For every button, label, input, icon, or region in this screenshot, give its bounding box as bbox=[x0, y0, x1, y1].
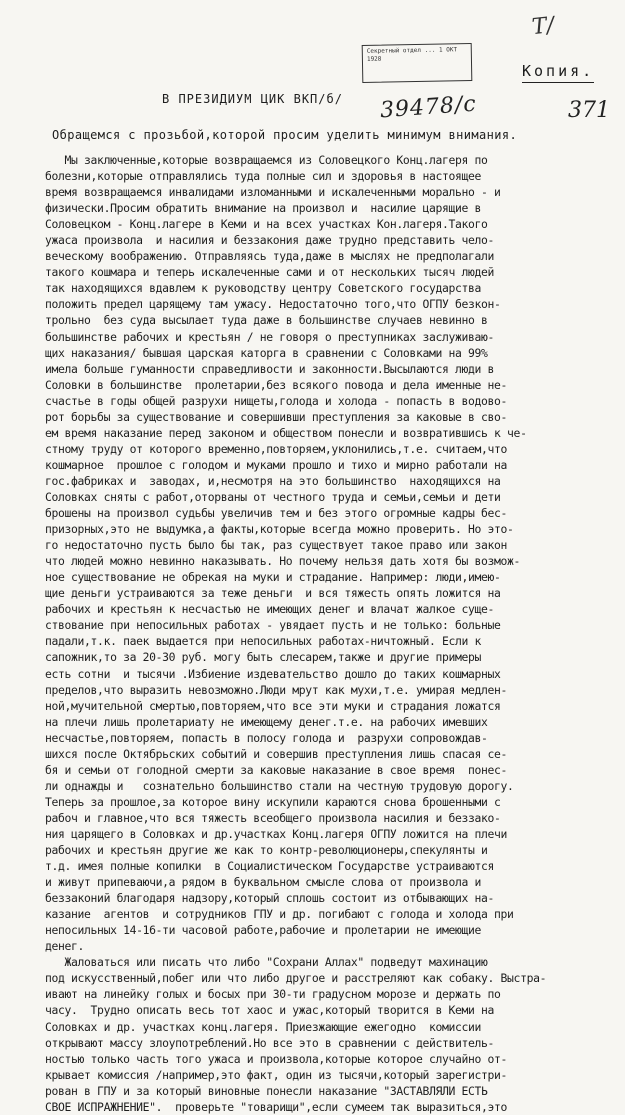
body-line: непосильных 14-16-ти часовой работе,рабочие и пролетарии не имеющие bbox=[45, 923, 482, 938]
body-line: Жаловаться или писать что либо "Сохрани Аллах" подведут махинацию bbox=[45, 955, 488, 970]
document-body bbox=[45, 152, 615, 1115]
body-line: рабочих и крестьян к несчастью не имеющих денег и влачат жалкое суще- bbox=[45, 602, 495, 617]
body-line: положить предел царящему там ужасу. Недостаточно того,что ОГПУ безкон- bbox=[45, 297, 501, 312]
body-line: ли однажды и сознательно большинство стали на честную трудовую дорогу. bbox=[45, 778, 514, 793]
body-line: на плечи лишь пролетариату не имеющему денег.т.е. на рабочих имевших bbox=[45, 714, 488, 729]
handwritten-registration-number: 39478/с bbox=[379, 91, 478, 124]
body-line: ния царящего в Соловках и др.участках Конц.лагеря ОГПУ ложится на плечи bbox=[45, 826, 508, 841]
body-line: Мы заключенные,которые возвращаемся из Соловецкого Конц.лагеря по bbox=[45, 153, 488, 167]
body-line: щие деньги устраиваются за теже деньги и вся тяжесть опять ложится на bbox=[45, 586, 501, 601]
body-line: рабочих и крестьян другие же как то контр-революционеры,спекулянты и bbox=[45, 843, 488, 858]
body-line: так находящихся вдавлем к руководству центру Советского государства bbox=[45, 281, 482, 296]
body-line: ивают на линейку голых и босых при 30-ти градусном морозе и держать по bbox=[45, 987, 501, 1002]
body-line: Соловки в большинстве пролетарии,без всякого повода и дела именные не- bbox=[45, 377, 508, 392]
body-line: веческому воображению. Отправляясь туда,даже в мыслях не предполагали bbox=[45, 249, 495, 264]
body-line: физически.Просим обратить внимание на произвол и насилие царящие в bbox=[45, 201, 482, 216]
body-line: рот борьбы за существование и совершивши преступления за каковые в сво- bbox=[45, 409, 508, 424]
body-line: стному труду от которого временно,повторяем,уклонились,т.е. считаем,что bbox=[45, 441, 508, 456]
body-line: бя и семьи от голодной смерти за каковые наказание в свое время понес- bbox=[45, 762, 508, 777]
body-line: гос.фабриках и заводах, и,несмотря на это большинство находящихся на bbox=[45, 473, 501, 488]
body-line: трольно без суда высылает туда даже в большинстве случаев невинно в bbox=[45, 313, 488, 328]
body-line: имела больше гуманности справедливости и законности.Высылаются люди в bbox=[45, 361, 495, 376]
body-line: беззаконий благодаря надзору,который сплошь состоит из отбывающих на- bbox=[45, 891, 495, 906]
body-line: ностью только часть того ужаса и произвола,которые которое случайно от- bbox=[45, 1051, 508, 1066]
addressee-heading: В ПРЕЗИДИУМ ЦИК ВКП/б/ bbox=[162, 92, 343, 106]
body-line: ужаса произвола и насилия и беззакония даже трудно представить чело- bbox=[45, 233, 495, 248]
body-line: Соловецком - Конц.лагере в Кеми и на всех участках Кон.лагеря.Такого bbox=[45, 217, 488, 232]
body-line: денег. bbox=[45, 939, 85, 954]
body-line: ем время наказание перед законом и обществом понесли и возвратившись к че- bbox=[45, 425, 527, 440]
body-line: Соловках сняты с работ,оторваны от честного труда и семьи,семьи и дети bbox=[45, 489, 501, 504]
body-line: рабоч и главное,что вся тяжесть всеобщего произвола насилия и беззако- bbox=[45, 810, 501, 825]
registration-stamp bbox=[362, 43, 473, 83]
body-line: призорных,это не выдумка,а факты,которые всегда можно проверить. Но это- bbox=[45, 522, 514, 537]
body-line: шихся после Октябрьских событий и совершив преступления лишь спасая се- bbox=[45, 746, 508, 761]
body-line: что людей можно невинно наказывать. Но почему нельзя дать хотя бы возмож- bbox=[45, 554, 521, 569]
body-line: открывают массу злоупотреблений.Но все это в сравнении с действитель- bbox=[45, 1035, 495, 1050]
body-line: сапожник,то за 20-30 руб. могу быть слесарем,также и другие примеры bbox=[45, 650, 482, 665]
body-line: пределов,что выразить невозможно.Люди мрут как мухи,т.е. умирая медлен- bbox=[45, 682, 508, 697]
body-line: есть сотни и тысячи .Избиение издевательство дошло до таких кошмарных bbox=[45, 666, 501, 681]
body-line: время возвращаемся инвалидами изломанными и искалеченными морально - и bbox=[45, 185, 501, 200]
body-line: щих наказания/ бывшая царская каторга в сравнении с Соловками на 99% bbox=[45, 345, 488, 360]
body-line: ной,мучительной смертью,повторяем,что все эти муки и страдания ложатся bbox=[45, 698, 501, 713]
body-line: брошены на произвол судьбы увеличив тем и без этого огромные кадры бес- bbox=[45, 506, 508, 521]
body-line: ствование при непосильных работах - увядает пусть и не только: больные bbox=[45, 618, 501, 633]
body-line: Теперь за прошлое,за которое вину искупили караются снова брошенными с bbox=[45, 794, 501, 809]
body-line: болезни,которые отправлялись туда полные сил и здоровья в настоящее bbox=[45, 169, 482, 184]
body-line: крывает комиссия /например,это факт, один из тысячи,который зарегистри- bbox=[45, 1067, 508, 1082]
body-line: го недостаточно пусть было бы так, раз существует такое право или закон bbox=[45, 538, 508, 553]
handwritten-page-number: 371 bbox=[568, 98, 610, 123]
body-line: Соловках и др. участках конц.лагеря. Приезжающие ежегодно комиссии bbox=[45, 1019, 482, 1034]
body-line: казание агентов и сотрудников ГПУ и др. погибают с голода и холода при bbox=[45, 907, 514, 922]
body-line: большинстве рабочих и крестьян / не говоря о преступниках заслуживаю- bbox=[45, 329, 495, 344]
copy-label: Копия. bbox=[522, 62, 595, 80]
document-subtitle: Обращемся с прозьбой,которой просим уделить минимум внимания. bbox=[52, 128, 518, 142]
body-line: счастье в годы общей разрухи нищеты,голода и холода - попасть в водово- bbox=[45, 393, 508, 408]
body-line: под искусственный,побег или что либо другое и расстреляют как собаку. Выстра- bbox=[45, 971, 547, 986]
body-line: часу. Трудно описать весь тот хаос и ужас,который творится в Кеми на bbox=[45, 1003, 495, 1018]
handwritten-corner-mark: Т/ bbox=[530, 12, 556, 41]
body-line: несчастье,повторяем, попасть в полосу голода и разрухи сопровождав- bbox=[45, 730, 488, 745]
body-line: и живут припеваючи,а рядом в буквальном смысле слова от произвола и bbox=[45, 875, 482, 890]
body-line: кошмарное прошлое с голодом и муками прошло и тихо и мирно работали на bbox=[45, 457, 508, 472]
body-line: такого кошмара и теперь искалеченные сами и от нескольких тысяч людей bbox=[45, 265, 495, 280]
body-line: ное существование не обрекая на муки и страдание. Например: люди,имею- bbox=[45, 570, 501, 585]
stamp-text: Секретный отдел ... 1 ОКТ 1928 bbox=[366, 46, 458, 63]
body-line: т.д. имея полные копилки в Социалистическом Государстве устраиваются bbox=[45, 859, 495, 874]
body-line: СВОЕ ИСПРАЖНЕНИЕ". проверьте "товарищи",если сумеем так выразиться,это bbox=[45, 1099, 508, 1114]
body-line: падали,т.к. паек выдается при непосильных работах-ничтожный. Если к bbox=[45, 634, 482, 649]
body-line: рован в ГПУ и за который виновные понесли наказание "ЗАСТАВЛЯЛИ ЕСТЬ bbox=[45, 1083, 488, 1098]
